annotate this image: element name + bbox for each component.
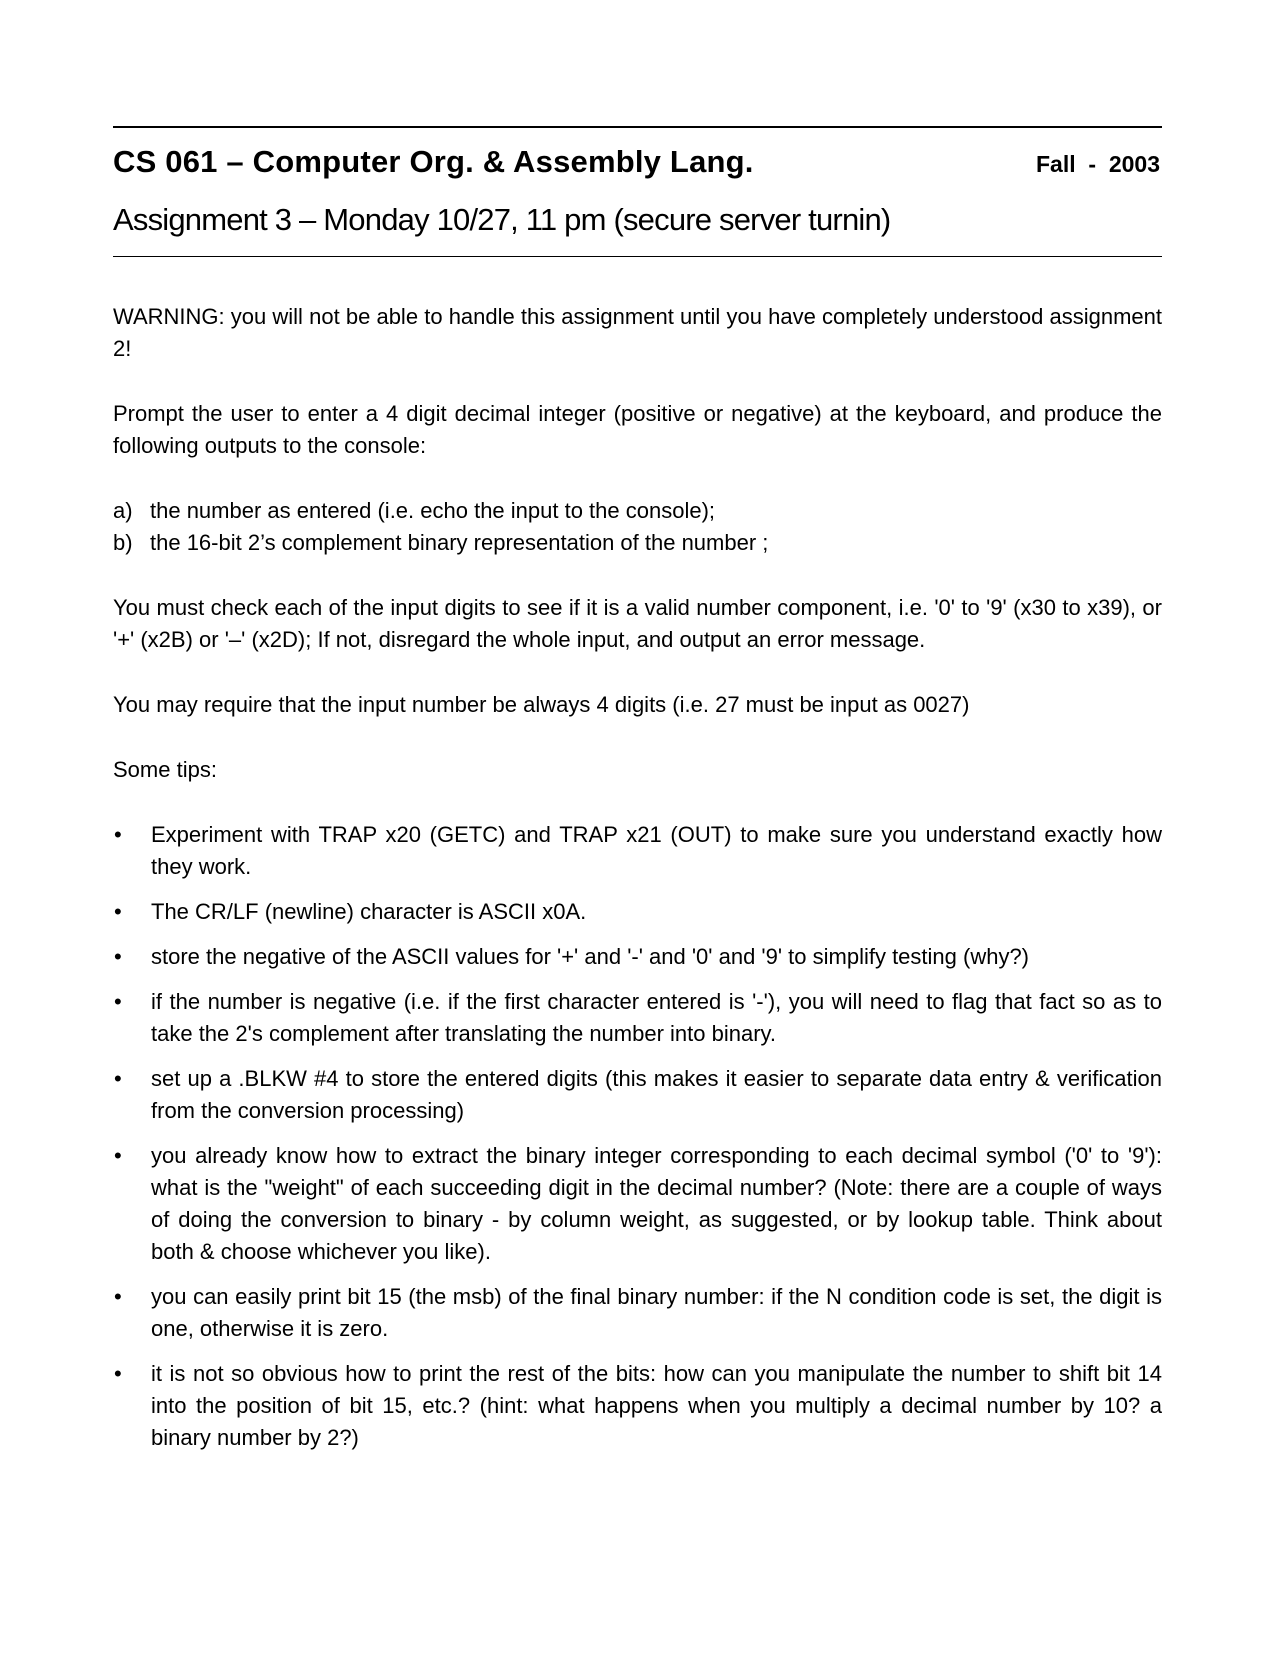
tip-item xyxy=(113,1281,1162,1345)
tip-item xyxy=(113,896,1162,928)
bullet-icon: • xyxy=(114,822,122,847)
tip-item xyxy=(113,1063,1162,1127)
assignment-body xyxy=(113,301,1162,1454)
bullet-icon: • xyxy=(114,1143,122,1168)
tip-item xyxy=(113,941,1162,973)
tip-text: The CR/LF (newline) character is ASCII x0A. xyxy=(151,899,587,924)
tip-text: it is not so obvious how to print the rest of the bits: how can you manipulate the number to shift bit 14 into the position of bit 15, etc.? (hint: what happens when you multiply a decimal number by 10? a binary number by 2?) xyxy=(151,1361,1162,1450)
tip-text: Experiment with TRAP x20 (GETC) and TRAP x21 (OUT) to make sure you understand exactly how they work. xyxy=(151,822,1162,879)
outputs-list xyxy=(113,495,1162,559)
course-title: CS 061 – Computer Org. & Assembly Lang. xyxy=(113,144,754,179)
tip-text: set up a .BLKW #4 to store the entered digits (this makes it easier to separate data entry & verification from the conversion processing) xyxy=(151,1066,1162,1123)
tip-text: store the negative of the ASCII values for '+' and '-' and '0' and '9' to simplify testing (why?) xyxy=(151,944,1030,969)
prompt-paragraph: Prompt the user to enter a 4 digit decimal integer (positive or negative) at the keyboard, and produce the following outputs to the console: xyxy=(113,401,1162,458)
tips-heading: Some tips: xyxy=(113,757,217,782)
header-bottom-rule xyxy=(113,256,1162,257)
bullet-icon: • xyxy=(114,989,122,1014)
tip-text: you already know how to extract the binary integer corresponding to each decimal symbol ('0' to '9'): what is the "weight" of each succeeding digit in the decimal number? (Note: there are a couple of ways of doing the conversion to binary - by column weight, as suggested, or by lookup table. Think about both & choose whichever you like). xyxy=(151,1143,1162,1264)
list-item xyxy=(113,495,1162,527)
tip-text: you can easily print bit 15 (the msb) of the final binary number: if the N condition code is set, the digit is one, otherwise it is zero. xyxy=(151,1284,1162,1341)
tip-text: if the number is negative (i.e. if the first character entered is '-'), you will need to flag that fact so as to take the 2's complement after translating the number into binary. xyxy=(151,989,1162,1046)
list-item-text: the 16-bit 2’s complement binary representation of the number ; xyxy=(150,530,769,555)
top-rule xyxy=(113,126,1162,128)
warning-paragraph: WARNING: you will not be able to handle this assignment until you have completely understood assignment 2! xyxy=(113,304,1162,361)
bullet-icon: • xyxy=(114,899,122,924)
requirement-paragraph: You may require that the input number be always 4 digits (i.e. 27 must be input as 0027) xyxy=(113,692,970,717)
tips-list xyxy=(113,819,1162,1454)
bullet-icon: • xyxy=(114,944,122,969)
bullet-icon: • xyxy=(114,1284,122,1309)
tip-item xyxy=(113,1358,1162,1454)
list-item-text: the number as entered (i.e. echo the input to the console); xyxy=(150,498,716,523)
header-row xyxy=(113,144,1162,180)
tip-item xyxy=(113,819,1162,883)
list-marker: b) xyxy=(113,530,133,555)
document-page xyxy=(113,126,1162,1467)
assignment-title: Assignment 3 – Monday 10/27, 11 pm (secure server turnin) xyxy=(113,202,891,237)
tip-item xyxy=(113,1140,1162,1268)
bullet-icon: • xyxy=(114,1066,122,1091)
list-item xyxy=(113,527,1162,559)
tip-item xyxy=(113,986,1162,1050)
bullet-icon: • xyxy=(114,1361,122,1386)
term-label: Fall - 2003 xyxy=(1035,151,1160,177)
validation-paragraph: You must check each of the input digits to see if it is a valid number component, i.e. '0' to '9' (x30 to x39), or '+' (x2B) or '–' (x2D); If not, disregard the whole input, and output an error message. xyxy=(113,595,1162,652)
list-marker: a) xyxy=(113,498,133,523)
